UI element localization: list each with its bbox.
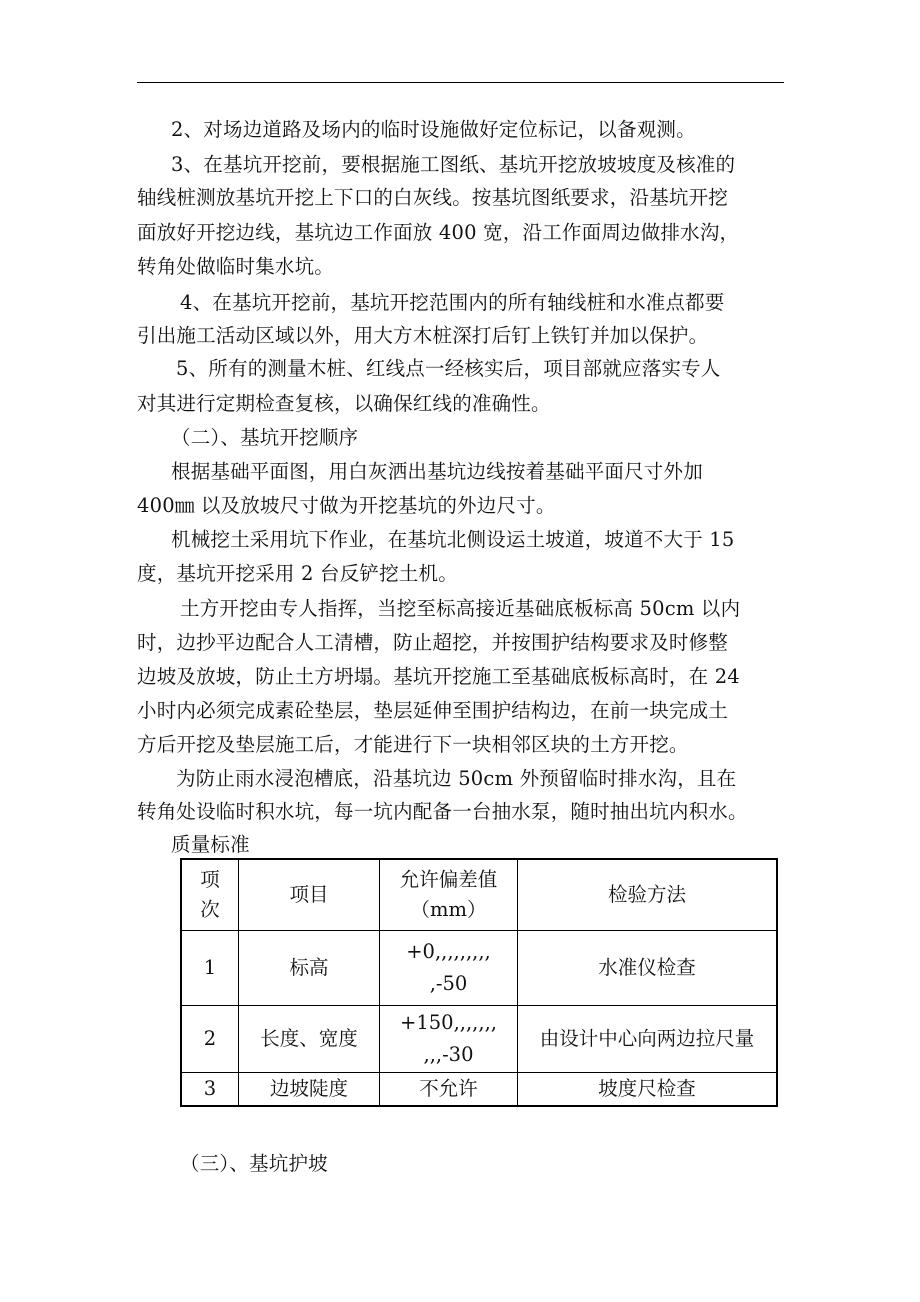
table-row [181,931,777,1006]
header-rule [137,82,784,83]
table-header-row [181,859,777,931]
paragraph-line: 土方开挖由专人指挥，当挖至标高接近基础底板标高 50cm 以内 [180,597,741,620]
paragraph-line: 度，基坑开挖采用 2 台反铲挖土机。 [137,562,458,585]
paragraph-line: 根据基础平面图，用白灰洒出基坑边线按着基础平面尺寸外加 [171,460,703,483]
paragraph-line: 400㎜ 以及放坡尺寸做为开挖基坑的外边尺寸。 [137,494,556,517]
paragraph-line: 3、在基坑开挖前，要根据施工图纸、基坑开挖放坡坡度及核准的 [171,153,736,176]
paragraph-line: 面放好开挖边线，基坑边工作面放 400 宽，沿工作面周边做排水沟， [137,221,740,244]
row-item: 边坡陡度 [239,1073,380,1107]
paragraph-line: 小时内必须完成素砼垫层，垫层延伸至围护结构边，在前一块完成土 [137,699,729,722]
paragraph-line: 5、所有的测量木桩、红线点一经核实后，项目部就应落实专人 [176,357,721,380]
table-row [181,1073,777,1107]
section-heading: （二）、基坑开挖顺序 [171,426,359,449]
paragraph-line: 转角处设临时积水坑，每一坑内配备一台抽水泵，随时抽出坑内积水。 [137,800,748,823]
section-heading: （三）、基坑护坡 [180,1152,328,1175]
quality-standard-table [180,858,778,1107]
paragraph-line: 为防止雨水浸泡槽底，沿基坑边 50cm 外预留临时排水沟，且在 [176,767,737,790]
row-index: 1 [181,931,239,1006]
paragraph-line: 机械挖土采用坑下作业，在基坑北侧设运土坡道，坡道不大于 15 [171,528,735,551]
paragraph-line: 引出施工活动区域以外，用大方木桩深打后钉上铁钉并加以保护。 [137,324,709,347]
paragraph-line: 时，边抄平边配合人工清槽，防止超挖，并按围护结构要求及时修整 [137,631,729,654]
paragraph-line: 边坡及放坡，防止土方坍塌。基坑开挖施工至基础底板标高时，在 24 [137,665,740,688]
paragraph-line: 转角处做临时集水坑。 [137,255,335,278]
row-item: 标高 [239,931,380,1006]
paragraph-line: 2、对场边道路及场内的临时设施做好定位标记，以备观测。 [171,118,696,141]
paragraph-line: 对其进行定期检查复核，以确保红线的准确性。 [137,392,551,415]
row-deviation: +150,,,,,,, ,,,-30 [380,1006,518,1073]
row-deviation: +0,,,,,,,,, ,-50 [380,931,518,1006]
row-item: 长度、宽度 [239,1006,380,1073]
header-cell-index: 项 次 [181,859,239,931]
table-row [181,1006,777,1073]
row-index: 2 [181,1006,239,1073]
row-method: 水准仪检查 [518,931,778,1006]
paragraph-line: 4、在基坑开挖前，基坑开挖范围内的所有轴线桩和水准点都要 [180,291,725,314]
row-deviation: 不允许 [380,1073,518,1107]
header-cell-method: 检验方法 [518,859,778,931]
row-method: 坡度尺检查 [518,1073,778,1107]
paragraph-line: 方后开挖及垫层施工后，才能进行下一块相邻区块的土方开挖。 [137,733,689,756]
header-cell-deviation: 允许偏差值 （mm） [380,859,518,931]
paragraph-line: 轴线桩测放基坑开挖上下口的白灰线。按基坑图纸要求，沿基坑开挖 [137,186,729,209]
row-method: 由设计中心向两边拉尺量 [518,1006,778,1073]
header-cell-item: 项目 [239,859,380,931]
table-caption: 质量标准 [171,833,250,856]
row-index: 3 [181,1073,239,1107]
